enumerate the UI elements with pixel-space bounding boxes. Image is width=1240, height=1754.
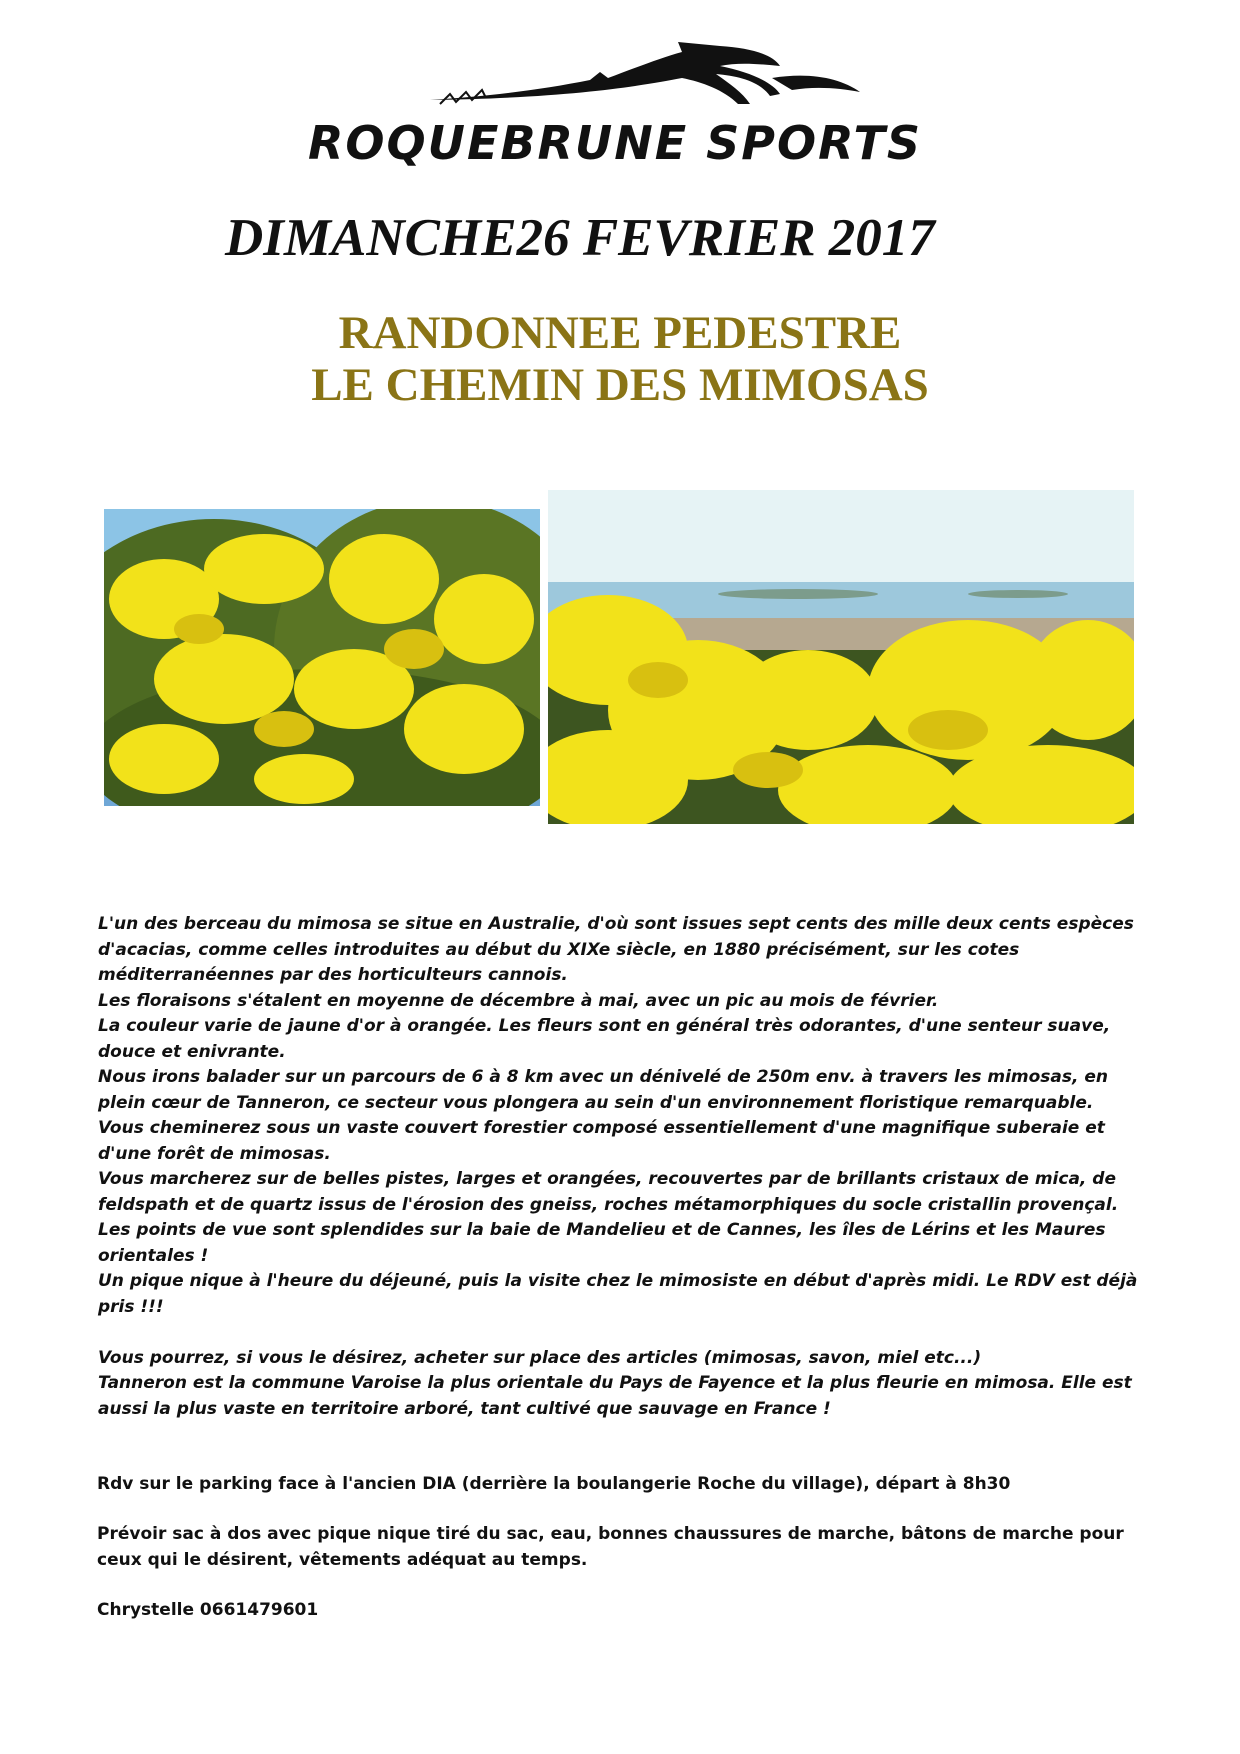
- runner-swoosh-logo: [420, 38, 880, 118]
- meeting-point: Rdv sur le parking face à l'ancien DIA (derrière la boulangerie Roche du village), départ à 8h30: [97, 1474, 1011, 1494]
- description-paragraph: Tanneron est la commune Varoise la plus orientale du Pays de Fayence et la plus fleurie en mimosa. Elle est aussi la plus vaste en territoire arboré, tant cultivé que sauvage en France !: [98, 1373, 1132, 1419]
- description-paragraph: Nous irons balader sur un parcours de 6 à 8 km avec un dénivelé de 250m env. à travers les mimosas, en plein cœur de Tanneron, ce secteur vous plongera au sein d'un environnement floristique remarquable.: [98, 1067, 1109, 1113]
- description-paragraph: Vous marcherez sur de belles pistes, larges et orangées, recouvertes par de brillants cristaux de mica, de feldspath et de quartz issus de l'érosion des gneiss, roches métamorphiques du socle cristallin provençal. Les points de vue sont splendides sur la baie de Mandelieu et de Cannes, les îles de Lérins et les Maures orientales !: [98, 1169, 1119, 1266]
- event-subtitle: LE CHEMIN DES MIMOSAS: [311, 359, 929, 411]
- event-date: DIMANCHE26 FEVRIER 2017: [225, 209, 935, 267]
- description-paragraph: Un pique nique à l'heure du déjeuné, puis la visite chez le mimosiste en début d'après midi. Le RDV est déjà pris !!!: [98, 1271, 1138, 1317]
- mimosa-tree-photo: [104, 509, 540, 806]
- event-title: RANDONNEE PEDESTRE: [338, 307, 902, 359]
- club-name: ROQUEBRUNE SPORTS: [308, 116, 922, 170]
- description-paragraph: Les floraisons s'étalent en moyenne de décembre à mai, avec un pic au mois de février.: [98, 990, 939, 1011]
- club-logo: [270, 38, 960, 170]
- description-paragraph: La couleur varie de jaune d'or à orangée. Les fleurs sont en général très odorantes, d'une senteur suave, douce et enivrante.: [98, 1016, 1111, 1062]
- equipment-list: Prévoir sac à dos avec pique nique tiré du sac, eau, bonnes chaussures de marche, bâtons de marche pour ceux qui le désirent, vêtements adéquat au temps.: [97, 1524, 1124, 1570]
- description-paragraph: Vous cheminerez sous un vaste couvert forestier composé essentiellement d'une magnifique suberaie et d'une forêt de mimosas.: [98, 1118, 1105, 1164]
- event-description: [98, 912, 1138, 1422]
- paragraph-spacer: [98, 1320, 1138, 1346]
- contact-info: Chrystelle 0661479601: [97, 1600, 319, 1620]
- description-paragraph: L'un des berceau du mimosa se situe en Australie, d'où sont issues sept cents des mille deux cents espèces d'acacias, comme celles introduites au début du XIXe siècle, en 1880 précisément, sur les cotes méditerranéennes par des horticulteurs cannois.: [98, 914, 1134, 985]
- description-paragraph: Vous pourrez, si vous le désirez, acheter sur place des articles (mimosas, savon, miel etc...): [98, 1347, 982, 1368]
- mimosa-bay-view-photo: [548, 490, 1134, 824]
